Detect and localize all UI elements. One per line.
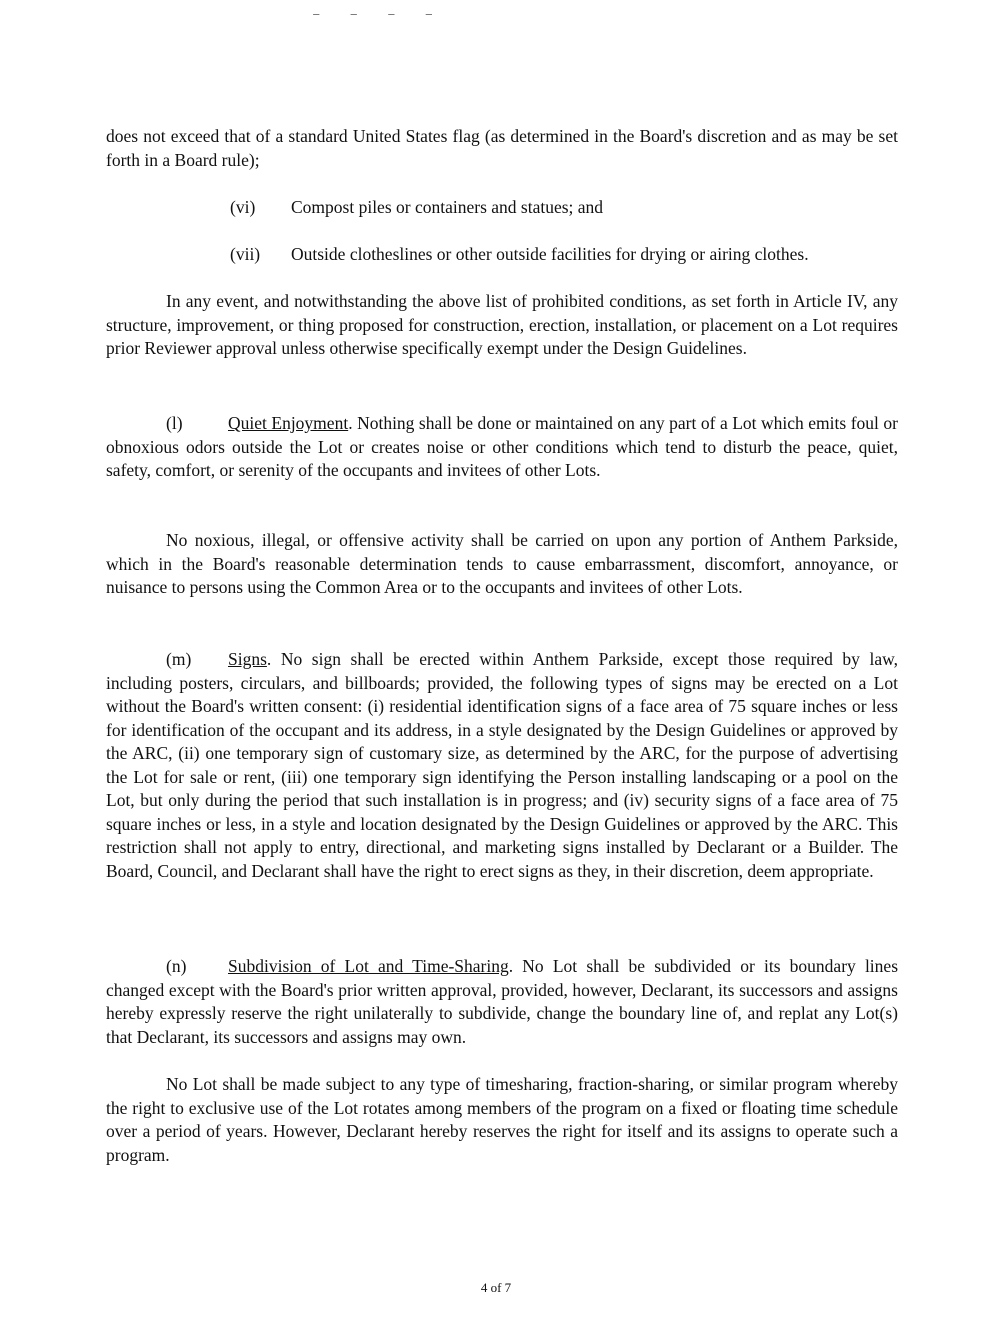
scan-artifact-marks: ⁻ ⁻ ⁻ ⁻ [312, 8, 446, 27]
quiet-enjoyment-heading: Quiet Enjoyment [228, 413, 349, 433]
quiet-enjoyment-paragraph [106, 412, 898, 483]
signs-text: . No sign shall be erected within Anthem Parkside, except those required by law, including posters, circulars, and billboards; provided, the following types of signs may be erected on a Lot without the Board's written consent: (i) residential identification signs of a face area of 75 square inches or less for identification of the occupant and its address, in a style designated by the Design Guidelines or approved by the ARC, (ii) one temporary sign of customary size, as determined by the ARC, for the purpose of advertising the Lot for sale or rent, (iii) one temporary sign identifying the Person installing landscaping or a pool on the Lot, but only during the period that such installation is in progress; and (iv) security signs of a face area of 75 square inches or less, in a style and location designated by the Design Guidelines or approved by the ARC. This restriction shall not apply to entry, directional, and marketing signs installed by Declarant or a Builder. The Board, Council, and Declarant shall have the right to erect signs as they, in their discretion, deem appropriate. [106, 649, 898, 881]
section-label-m: (m) [166, 649, 192, 669]
timesharing-paragraph [106, 1073, 898, 1167]
subdivision-heading: Subdivision of Lot and Time-Sharing [228, 956, 509, 976]
subdivision-text: . No Lot shall be subdivided or its boundary lines changed except with the Board's prior written approval, provided, however, Declarant, its successors and assigns hereby expressly reserve the right unilaterally to subdivide, change the boundary line of, and replat any Lot(s) that Declarant, its successors and assigns may own. [106, 956, 899, 1047]
quiet-enjoyment-text: . Nothing shall be done or maintained on any part of a Lot which emits foul or obnoxious odors outside the Lot or creates noise or other conditions which tend to disturb the peace, quiet, safety, comfort, or serenity of the occupants and invitees of other Lots. [106, 413, 898, 480]
section-label-l: (l) [166, 413, 183, 433]
any-event-text: In any event, and notwithstanding the above list of prohibited conditions, as set forth in Article IV, any structure, improvement, or thing proposed for construction, erection, installation, or placement on a Lot requires prior Reviewer approval unless otherwise specifically exempt under the Design Guidelines. [106, 291, 898, 358]
list-item-text: Outside clotheslines or other outside facilities for drying or airing clothes. [291, 244, 809, 264]
continuation-paragraph: does not exceed that of a standard United States flag (as determined in the Board's discretion and as may be set forth in a Board rule); [106, 126, 898, 170]
signs-heading: Signs [228, 649, 267, 669]
list-item-number: (vi) [230, 197, 256, 217]
list-item-number: (vii) [230, 244, 261, 264]
signs-paragraph [106, 648, 898, 883]
page-number: 4 of 7 [480, 1280, 512, 1295]
noxious-activity-paragraph [106, 529, 898, 600]
subdivision-paragraph [106, 955, 898, 1049]
noxious-activity-text: No noxious, illegal, or offensive activity shall be carried on upon any portion of Anthem Parkside, which in the Board's reasonable determination tends to cause embarrassment, discomfort, annoyance, or nuisance to persons using the Common Area or to the occupants and invitees of other Lots. [106, 530, 898, 597]
section-label-n: (n) [166, 956, 187, 976]
timesharing-text: No Lot shall be made subject to any type of timesharing, fraction-sharing, or similar program whereby the right to exclusive use of the Lot rotates among members of the program on a fixed or floating time schedule over a period of years. However, Declarant hereby reserves the right for itself and its assigns to operate such a program. [106, 1074, 898, 1165]
any-event-paragraph [106, 290, 898, 361]
list-item-text: Compost piles or containers and statues; and [291, 197, 604, 217]
